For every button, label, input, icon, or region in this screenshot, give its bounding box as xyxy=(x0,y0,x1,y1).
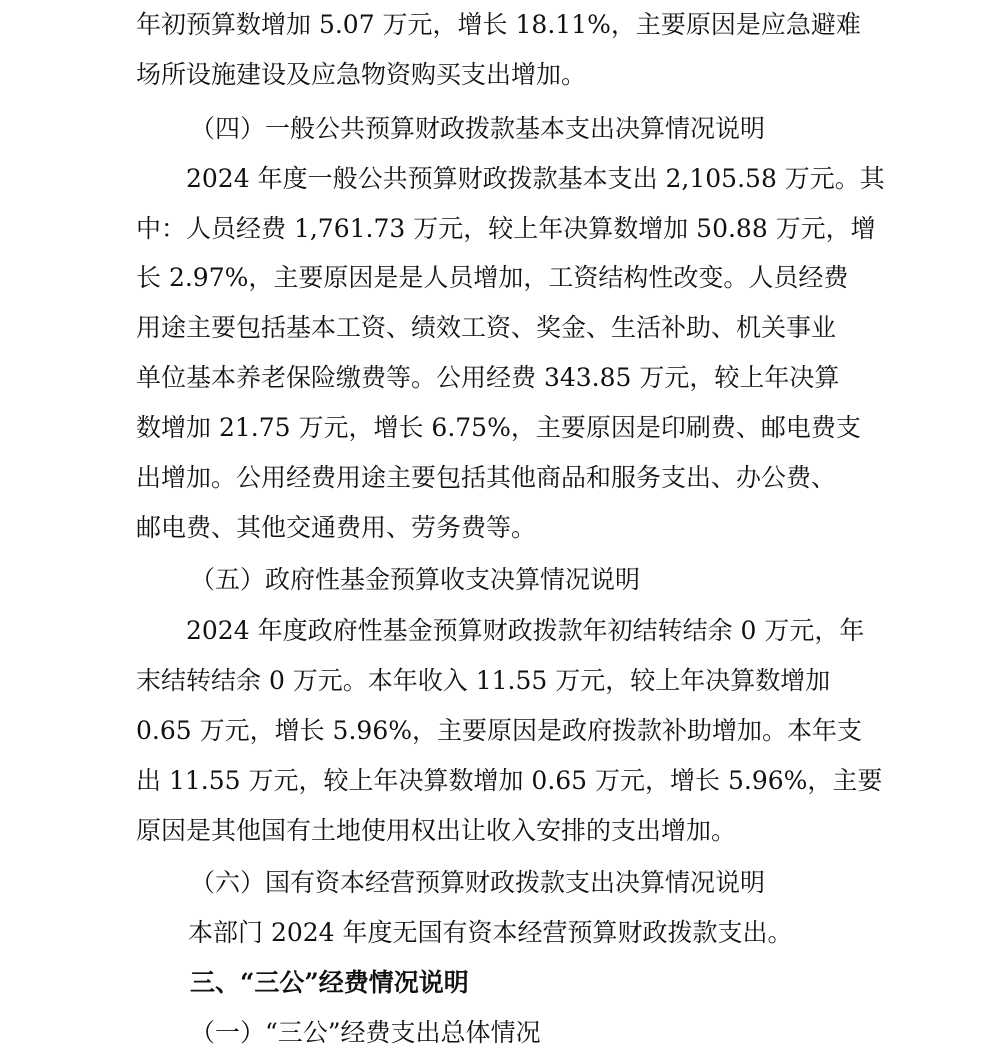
subsection-heading: （五）政府性基金预算收支决算情况说明 xyxy=(190,565,641,594)
body-line: 2024 年度一般公共预算财政拨款基本支出 2,105.58 万元。其 xyxy=(186,164,885,193)
body-line: 本部门 2024 年度无国有资本经营预算财政拨款支出。 xyxy=(188,918,793,947)
body-line: 0.65 万元，增长 5.96%，主要原因是政府拨款补助增加。本年支 xyxy=(136,716,862,745)
body-line: 场所设施建设及应急物资购买支出增加。 xyxy=(136,60,587,89)
body-line: 原因是其他国有土地使用权出让收入安排的支出增加。 xyxy=(136,816,737,845)
body-line: 2024 年度政府性基金预算财政拨款年初结转结余 0 万元，年 xyxy=(186,616,865,645)
body-line: 出增加。公用经费用途主要包括其他商品和服务支出、办公费、 xyxy=(136,463,837,492)
section-heading: 三、“三公”经费情况说明 xyxy=(190,968,469,997)
body-line: 数增加 21.75 万元，增长 6.75%，主要原因是印刷费、邮电费支 xyxy=(136,413,861,442)
subsection-heading: （六）国有资本经营预算财政拨款支出决算情况说明 xyxy=(190,868,766,897)
body-line: 用途主要包括基本工资、绩效工资、奖金、生活补助、机关事业 xyxy=(136,313,837,342)
subsection-heading: （四）一般公共预算财政拨款基本支出决算情况说明 xyxy=(190,114,766,143)
body-line: 长 2.97%，主要原因是是人员增加，工资结构性改变。人员经费 xyxy=(136,263,849,292)
body-line: 中：人员经费 1,761.73 万元，较上年决算数增加 50.88 万元，增 xyxy=(136,214,876,243)
body-line: 末结转结余 0 万元。本年收入 11.55 万元，较上年决算数增加 xyxy=(136,666,831,695)
body-line: 年初预算数增加 5.07 万元，增长 18.11%，主要原因是应急避难 xyxy=(136,10,861,39)
body-line: 出 11.55 万元，较上年决算数增加 0.65 万元，增长 5.96%，主要 xyxy=(136,766,883,795)
body-line: 邮电费、其他交通费用、劳务费等。 xyxy=(136,513,537,542)
body-line: 单位基本养老保险缴费等。公用经费 343.85 万元，较上年决算 xyxy=(136,363,840,392)
subsection-heading: （一）“三公”经费支出总体情况 xyxy=(190,1018,541,1047)
